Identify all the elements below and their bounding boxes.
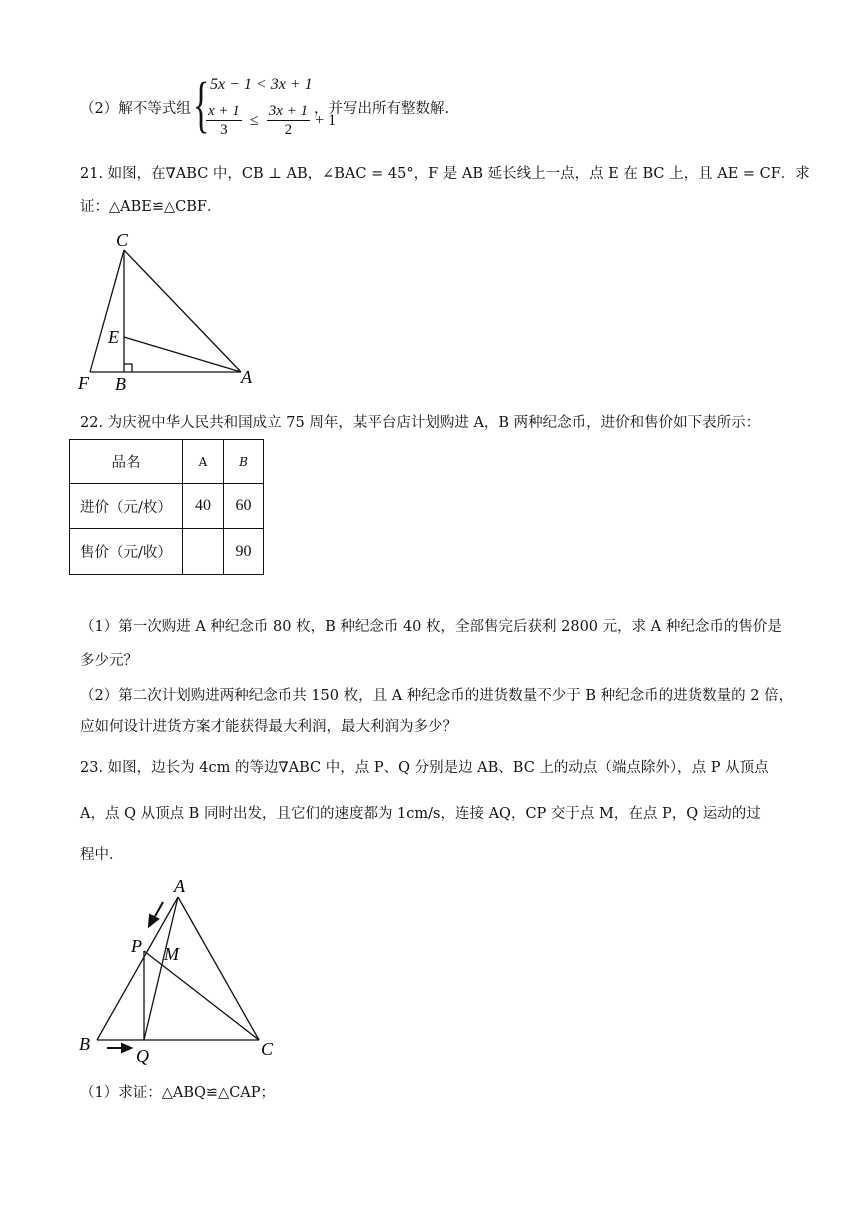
row-label: 售价（元/收） bbox=[70, 529, 183, 575]
header-A: A bbox=[183, 440, 224, 484]
cell-value: 90 bbox=[224, 529, 264, 575]
q21-line1: 21. 如图，在∇ABC 中，CB ⊥ AB，∠BAC = 45°，F 是 AB 延长线上一点，点 E 在 BC 上，且 AE = CF．求 bbox=[80, 166, 810, 182]
label-Q: Q bbox=[136, 1046, 149, 1066]
label-M: M bbox=[164, 944, 179, 964]
inequality-1: 5x − 1 < 3x + 1 bbox=[210, 76, 313, 93]
row-label: 进价（元/枚） bbox=[70, 484, 183, 529]
cell-value: 60 bbox=[224, 484, 264, 529]
label-C: C bbox=[261, 1039, 274, 1059]
segment-CP bbox=[144, 951, 259, 1040]
segment-AC bbox=[178, 897, 259, 1040]
q23-part1: （1）求证：△ABQ≌△CAP； bbox=[80, 1085, 276, 1101]
fraction-2: $\frac{3x + 1}{2}$ bbox=[268, 103, 309, 138]
q22-part1-line2: 多少元？ bbox=[80, 653, 138, 669]
inequality-brace: { bbox=[193, 71, 210, 139]
arrow-on-AB-head bbox=[149, 915, 158, 926]
q23-line3: 程中． bbox=[80, 847, 124, 863]
arrow-on-BC-head bbox=[122, 1044, 131, 1052]
part2-suffix: ，并写出所有整数解. bbox=[314, 101, 450, 117]
q22-intro: 22. 为庆祝中华人民共和国成立 75 周年，某平台店计划购进 A，B 两种纪念币，进价和售价如下表所示： bbox=[80, 415, 761, 431]
q23-line1: 23. 如图，边长为 4cm 的等边∇ABC 中，点 P、Q 分别是边 AB、BC 上的动点（端点除外），点 P 从顶点 bbox=[80, 760, 769, 776]
label-C: C bbox=[116, 230, 129, 250]
label-B: B bbox=[79, 1034, 90, 1054]
label-A: A bbox=[241, 367, 252, 387]
header-product-name: 品名 bbox=[70, 440, 183, 484]
cell-value: 40 bbox=[183, 484, 224, 529]
label-A: A bbox=[174, 876, 185, 896]
label-B: B bbox=[115, 374, 126, 394]
part2-prefix: （2）解不等式组 bbox=[80, 101, 191, 117]
q23-line2: A，点 Q 从顶点 B 同时出发，且它们的速度都为 1cm/s，连接 AQ，CP 交于点 M，在点 P，Q 运动的过 bbox=[80, 806, 761, 822]
label-P: P bbox=[131, 936, 142, 956]
inequality-2: $\frac{x + 1}{3}$ ≤ $\frac{3x + 1}{2}$ + 1 bbox=[208, 103, 337, 138]
label-F: F bbox=[78, 373, 89, 393]
q22-part2-line2: 应如何设计进货方案才能获得最大利润，最大利润为多少？ bbox=[80, 719, 457, 735]
header-B: B bbox=[224, 440, 264, 484]
q22-part1-line1: （1）第一次购进 A 种纪念币 80 枚，B 种纪念币 40 枚，全部售完后获利 2800 元，求 A 种纪念币的售价是 bbox=[80, 619, 782, 635]
q21-line2: 证：△ABE≌△CBF． bbox=[80, 199, 222, 215]
fraction-1: $\frac{x + 1}{3}$ bbox=[208, 103, 240, 138]
q22-part2-line1: （2）第二次计划购进两种纪念币共 150 枚，且 A 种纪念币的进货数量不少于 B 种纪念币的进货数量的 2 倍， bbox=[80, 688, 794, 704]
label-E: E bbox=[108, 327, 119, 347]
